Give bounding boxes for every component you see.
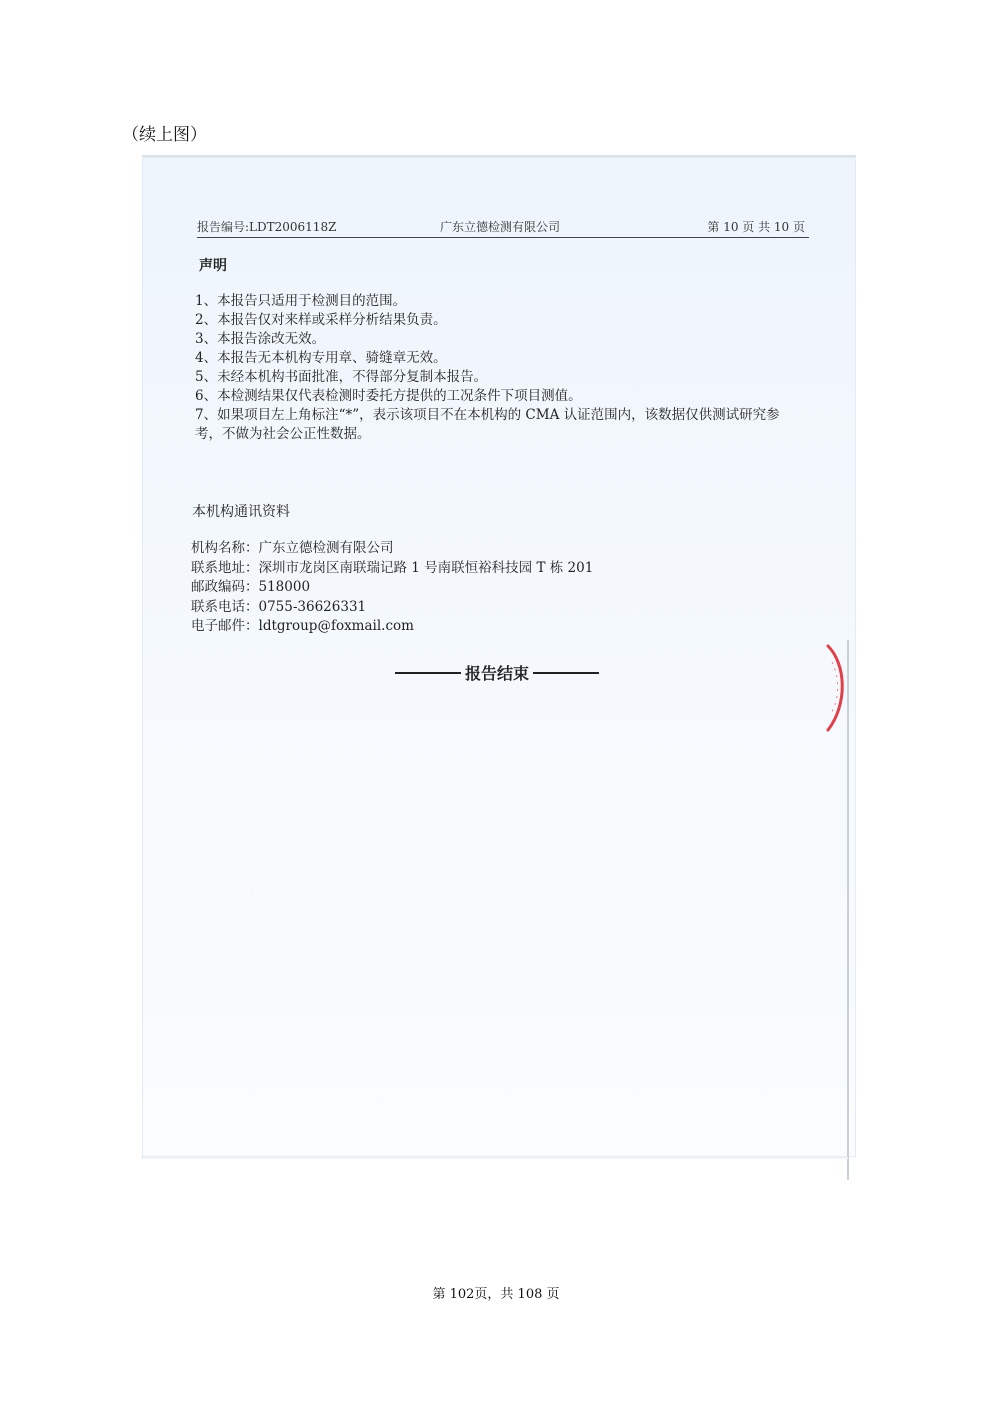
contact-address: 联系地址：深圳市龙岗区南联瑞记路 1 号南联恒裕科技园 T 栋 201	[191, 559, 594, 576]
report-header	[197, 218, 809, 236]
declaration-list	[195, 292, 795, 444]
contact-title: 本机构通讯资料	[192, 504, 290, 520]
report-end-mark	[395, 661, 599, 683]
end-line-right	[533, 672, 599, 674]
contact-name: 机构名称：广东立德检测有限公司	[191, 540, 394, 556]
contact-postcode: 邮政编码：518000	[191, 579, 311, 595]
page-footer: 第 102页，共 108 页	[432, 1287, 560, 1302]
declaration-item: 2、本报告仅对来样或采样分析结果负责。	[195, 312, 447, 328]
red-seal-stamp	[820, 640, 850, 736]
header-page-indicator: 第 10 页 共 10 页	[707, 220, 805, 234]
declaration-item: 6、本检测结果仅代表检测时委托方提供的工况条件下项目测值。	[195, 388, 582, 404]
header-company: 广东立德检测有限公司	[440, 220, 561, 234]
contact-list	[191, 539, 691, 637]
report-end-text: 报告结束	[464, 664, 529, 683]
report-number: 报告编号:LDT2006118Z	[197, 220, 337, 234]
caption: （续上图）	[122, 125, 207, 145]
scan-bottom-edge	[142, 1157, 848, 1159]
declaration-item: 7、如果项目左上角标注“*”，表示该项目不在本机构的 CMA 认证范围内，该数据仅供测试研究参考，不做为社会公正性数据。	[195, 407, 780, 442]
contact-phone: 联系电话：0755-36626331	[191, 598, 367, 615]
contact-email: 电子邮件：ldtgroup@foxmail.com	[191, 618, 414, 634]
header-rule	[197, 237, 809, 238]
declaration-item: 5、未经本机构书面批准，不得部分复制本报告。	[195, 369, 488, 385]
declaration-item: 4、本报告无本机构专用章、骑缝章无效。	[195, 350, 447, 366]
declaration-title: 声明	[199, 258, 227, 274]
end-line-left	[395, 672, 461, 674]
declaration-item: 3、本报告涂改无效。	[195, 331, 326, 347]
declaration-item: 1、本报告只适用于检测目的范围。	[195, 293, 407, 309]
